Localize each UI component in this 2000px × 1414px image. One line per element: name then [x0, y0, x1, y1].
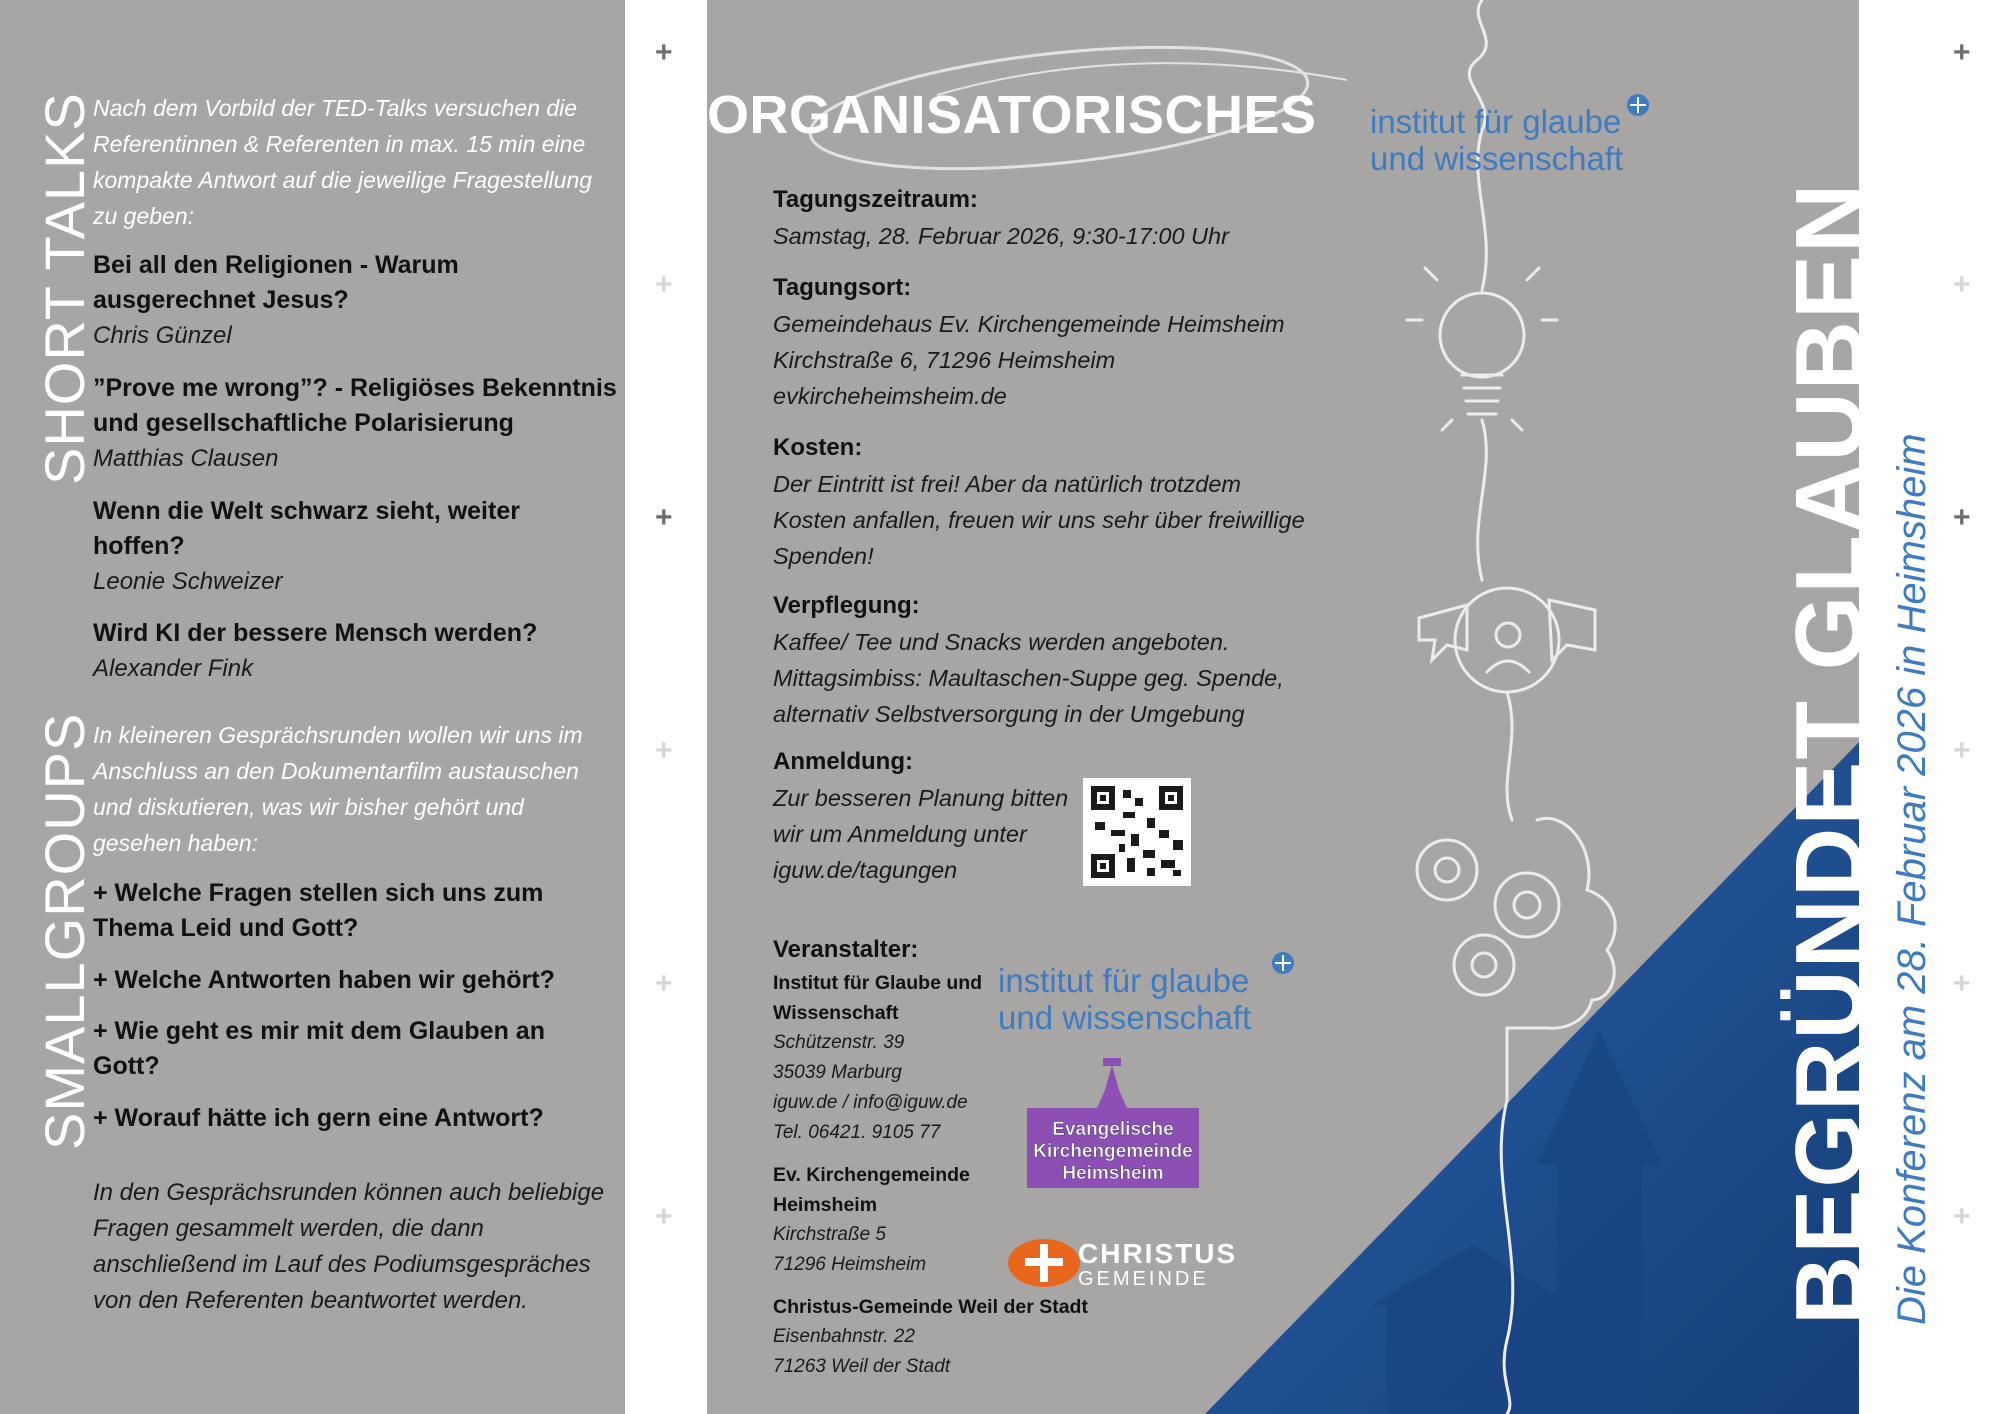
org1-address: 35039 Marburg: [773, 1062, 902, 1083]
fold-mark: +: [1953, 734, 1971, 767]
fold-mark: +: [655, 1200, 673, 1233]
talk-title: Bei all den Religionen - Warum ausgerechnet Jesus?: [93, 251, 459, 314]
smallgroups-closing: In den Gesprächsrunden können auch beliebige Fragen gesammelt werden, die dann anschließend im Lauf des Podiumsgespräches von den Referenten beantwortet werden.: [93, 1179, 605, 1314]
smallgroup-question: + Welche Antworten haben wir gehört?: [93, 966, 555, 994]
talk-speaker: Matthias Clausen: [93, 445, 279, 472]
verpflegung-line: Kaffee/ Tee und Snacks werden angeboten.: [773, 629, 1230, 655]
smallgroup-question: + Wie geht es mir mit dem Glauben an Gott?: [93, 1017, 545, 1080]
zeitraum-value: Samstag, 28. Februar 2026, 9:30-17:00 Uhr: [773, 223, 1229, 249]
talk-title: ”Prove me wrong”? - Religiöses Bekenntnis und gesellschaftliche Polarisierung: [93, 374, 617, 437]
talk-title: Wird KI der bessere Mensch werden?: [93, 619, 538, 647]
christus-gemeinde-logo: [1078, 1240, 1237, 1290]
veranstalter-block: [773, 932, 1088, 1382]
anmeldung-line: wir um Anmeldung unter: [773, 821, 1027, 847]
fold-mark: +: [1953, 1200, 1971, 1233]
short-talks-intro: Nach dem Vorbild der TED-Talks versuchen die Referentinnen & Referenten in max. 15 min eine kompakte Antwort auf die jeweilige Fragestellung zu geben:: [93, 95, 593, 229]
ort-website-link[interactable]: evkircheheimsheim.de: [773, 383, 1007, 409]
talk-speaker: Chris Günzel: [93, 322, 232, 349]
iguw-logo-line: und wissenschaft: [998, 999, 1252, 1036]
org1-name: Institut für Glaube und: [773, 972, 983, 994]
verpflegung-line: alternativ Selbstversorgung in der Umgebung: [773, 701, 1245, 727]
fold-mark: +: [1953, 501, 1971, 534]
iguw-logo-line: institut für glaube: [998, 962, 1250, 999]
org1-address: Schützenstr. 39: [773, 1032, 905, 1053]
iguw-logo-line: und wissenschaft: [1370, 140, 1624, 177]
info-verpflegung: [773, 588, 1333, 732]
ev-logo-line: Heimsheim: [1062, 1163, 1164, 1184]
verpflegung-line: Mittagsimbiss: Maultaschen-Suppe geg. Spende,: [773, 665, 1284, 691]
zeitraum-label: Tagungszeitraum:: [773, 186, 978, 213]
org2-name: Heimsheim: [773, 1194, 878, 1216]
cover-title: BEGRÜNDET GLAUBEN: [1776, 181, 1883, 1325]
short-talks-heading: SHORT TALKS: [33, 92, 96, 485]
verpflegung-label: Verpflegung:: [773, 592, 920, 619]
talk-speaker: Leonie Schweizer: [93, 568, 283, 595]
talk-item: [93, 371, 618, 476]
info-anmeldung: [773, 744, 1093, 888]
ort-line: Kirchstraße 6, 71296 Heimsheim: [773, 347, 1116, 373]
org2-address: 71296 Heimsheim: [773, 1254, 927, 1275]
fold-mark: +: [1953, 268, 1971, 301]
smallgroup-question: + Welche Fragen stellen sich uns zum Thema Leid und Gott?: [93, 879, 544, 942]
talk-item: [93, 248, 618, 353]
left-panel: [0, 0, 625, 1414]
cross-icon: [1627, 94, 1649, 116]
ort-line: Gemeindehaus Ev. Kirchengemeinde Heimsheim: [773, 311, 1285, 337]
anmeldung-link[interactable]: iguw.de/tagungen: [773, 857, 958, 883]
smallgroups-intro: In kleineren Gesprächsrunden wollen wir uns im Anschluss an den Dokumentarfilm austauschen und diskutieren, was wir bisher gehört und gesehen haben:: [93, 722, 583, 856]
veranstalter-label: Veranstalter:: [773, 936, 919, 963]
info-ort: [773, 270, 1333, 414]
info-zeitraum: [773, 182, 1333, 254]
fold-mark: +: [655, 501, 673, 534]
fold-mark: +: [655, 36, 673, 69]
org3-name: Christus-Gemeinde Weil der Stadt: [773, 1296, 1088, 1318]
smallgroup-question: + Worauf hätte ich gern eine Antwort?: [93, 1104, 544, 1132]
talk-title: Wenn die Welt schwarz sieht, weiter hoffen?: [93, 497, 520, 560]
cross-icon: [1272, 952, 1294, 974]
talk-speaker: Alexander Fink: [93, 655, 254, 682]
fold-mark: +: [655, 734, 673, 767]
fold-mark: +: [655, 268, 673, 301]
christus-logo-line: CHRISTUS: [1078, 1238, 1238, 1269]
talk-item: [93, 494, 618, 599]
org1-contact[interactable]: iguw.de / info@iguw.de: [773, 1092, 968, 1113]
anmeldung-line: Zur besseren Planung bitten: [773, 785, 1069, 811]
fold-mark: +: [1953, 36, 1971, 69]
org1-phone: Tel. 06421. 9105 77: [773, 1122, 941, 1143]
smallgroups-heading: SMALLGROUPS: [33, 712, 96, 1150]
ort-label: Tagungsort:: [773, 274, 912, 301]
org3-address: 71263 Weil der Stadt: [773, 1356, 951, 1377]
anmeldung-label: Anmeldung:: [773, 748, 913, 775]
iguw-logo-line: institut für glaube: [1370, 103, 1622, 140]
org2-name: Ev. Kirchengemeinde: [773, 1164, 970, 1186]
section-title-organisatorisches: ORGANISATORISCHES: [707, 85, 1317, 145]
talk-item: [93, 616, 618, 686]
christus-logo-line: GEMEINDE: [1078, 1268, 1209, 1290]
org1-name: Wissenschaft: [773, 1002, 899, 1024]
cover-subtitle: Die Konferenz am 28. Februar 2026 in Heimsheim: [1890, 433, 1934, 1325]
kosten-value: Der Eintritt ist frei! Aber da natürlich trotzdem Kosten anfallen, freuen wir uns sehr über freiwillige Spenden!: [773, 471, 1305, 569]
kosten-label: Kosten:: [773, 434, 863, 461]
iguw-logo-top: [1370, 103, 1623, 177]
fold-mark: +: [655, 967, 673, 1000]
ev-kirchengemeinde-logo: [1027, 1119, 1199, 1185]
org3-address: Eisenbahnstr. 22: [773, 1326, 915, 1347]
ev-logo-line: Kirchengemeinde: [1033, 1141, 1193, 1162]
ev-logo-line: Evangelische: [1052, 1119, 1174, 1140]
info-kosten: [773, 430, 1313, 574]
iguw-logo-veranstalter: [998, 962, 1251, 1036]
fold-mark: +: [1953, 967, 1971, 1000]
org2-address: Kirchstraße 5: [773, 1224, 886, 1245]
